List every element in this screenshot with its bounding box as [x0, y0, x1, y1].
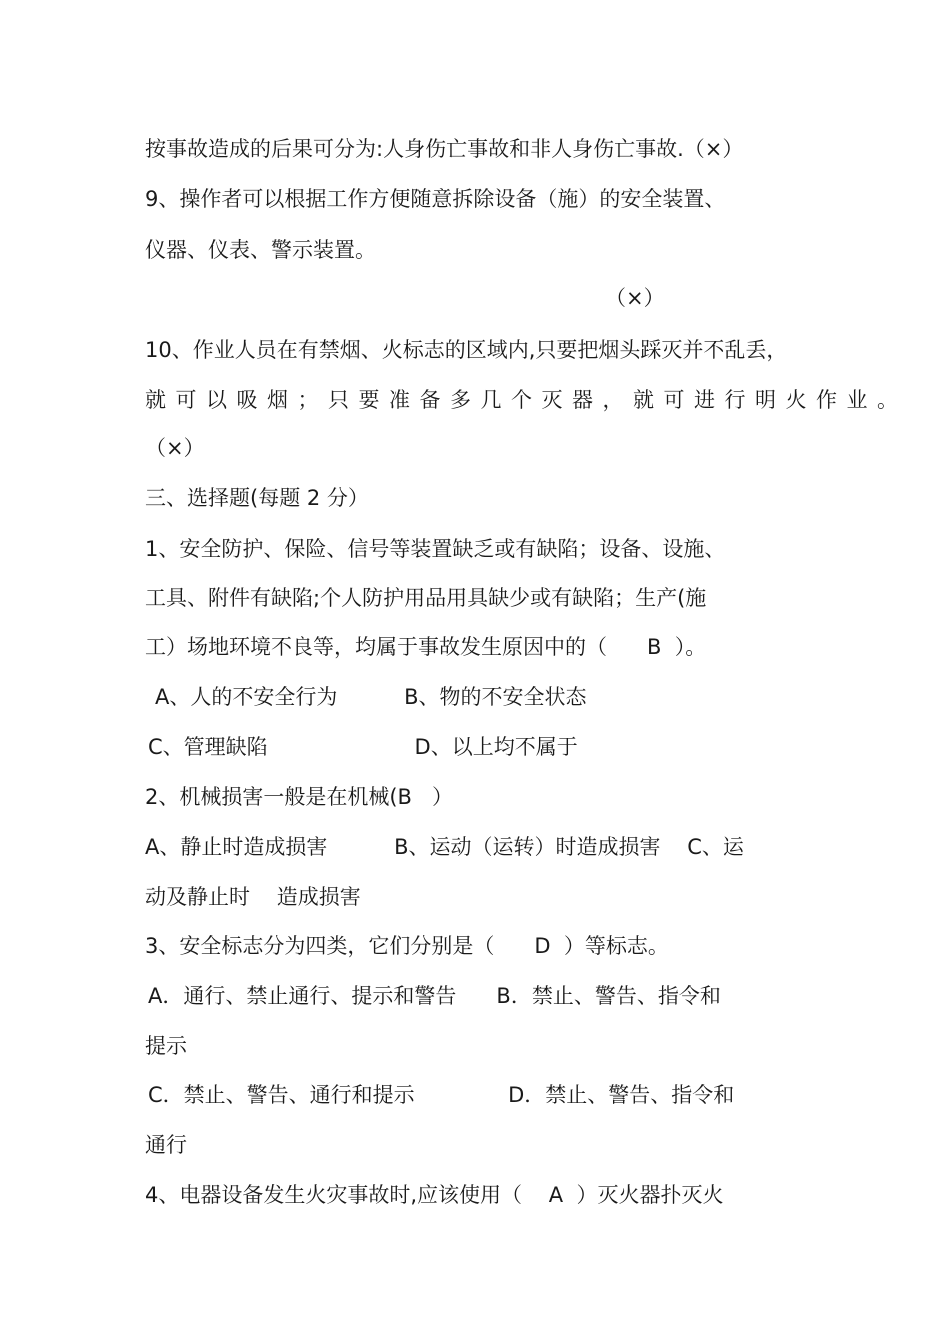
mc-question-1-line-1: 1、安全防护、保险、信号等装置缺乏或有缺陷；设备、设施、 — [145, 537, 726, 561]
question-9-line-2: 仪器、仪表、警示装置。 — [145, 238, 376, 262]
text-line-accident-classification: 按事故造成的后果可分为:人身伤亡事故和非人身伤亡事故.（×） — [145, 137, 744, 161]
mc-question-1-line-2: 工具、附件有缺陷;个人防护用品用具缺少或有缺陷；生产(施 — [145, 586, 707, 610]
question-10-line-2: 就可以吸烟；只要准备多几个灭器，就可进行明火作业。 — [145, 388, 908, 412]
mc-question-3-options-cd-line-2: 通行 — [145, 1133, 187, 1157]
mc-question-2-stem: 2、机械损害一般是在机械(B ） — [145, 785, 453, 809]
mc-question-3-options-ab-line-2: 提示 — [145, 1034, 187, 1058]
mc-question-2-options-line-1: A、静止时造成损害 B、运动（运转）时造成损害 C、运 — [145, 835, 744, 859]
mc-question-1-options-cd: C、管理缺陷 D、以上均不属于 — [148, 735, 578, 759]
mc-question-1-line-3: 工）场地环境不良等，均属于事故发生原因中的（ B ）。 — [145, 635, 707, 659]
mc-question-3-options-cd-line-1: C．禁止、警告、通行和提示 D．禁止、警告、指令和 — [148, 1083, 735, 1107]
question-10-answer: （×） — [145, 436, 205, 460]
question-9-line-1: 9、操作者可以根据工作方便随意拆除设备（施）的安全装置、 — [145, 187, 726, 211]
mc-question-3-stem: 3、安全标志分为四类，它们分别是（ D ）等标志。 — [145, 934, 669, 958]
section-heading-multiple-choice: 三、选择题(每题 2 分） — [145, 486, 369, 510]
mc-question-1-options-ab: A、人的不安全行为 B、物的不安全状态 — [155, 685, 587, 709]
mc-question-3-options-ab-line-1: A．通行、禁止通行、提示和警告 B．禁止、警告、指令和 — [148, 984, 721, 1008]
question-9-answer: （×） — [605, 286, 665, 310]
mc-question-2-options-line-2: 动及静止时 造成损害 — [145, 885, 361, 909]
mc-question-4-stem: 4、电器设备发生火灾事故时,应该使用（ A ）灭火器扑灭火 — [145, 1183, 724, 1207]
question-10-line-1: 10、作业人员在有禁烟、火标志的区域内,只要把烟头踩灭并不乱丢， — [145, 338, 788, 362]
